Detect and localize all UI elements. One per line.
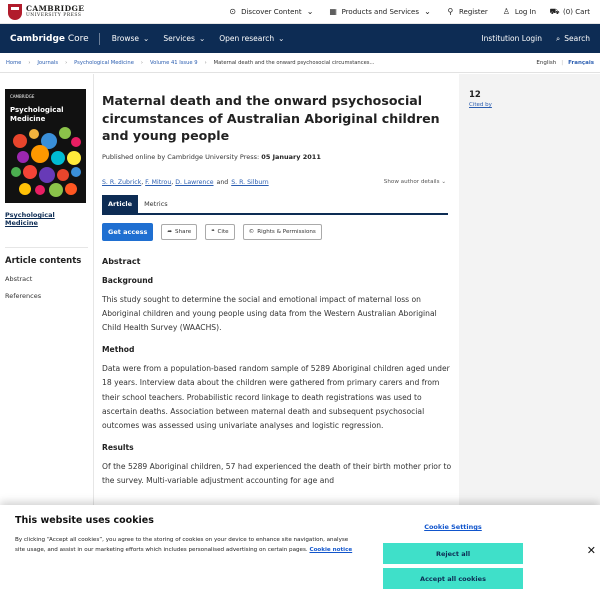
chevron-down-icon: ⌄ xyxy=(143,34,150,43)
chevron-down-icon: ⌄ xyxy=(441,179,446,185)
services-menu[interactable]: Services ⌄ xyxy=(163,34,206,43)
add-user-icon: ⚲ xyxy=(447,6,454,16)
cited-by-link[interactable]: Cited by xyxy=(469,102,492,108)
brand-line-1: CAMBRIDGE xyxy=(26,3,85,13)
lang-french[interactable]: Français xyxy=(568,59,594,66)
grid-icon: ▦ xyxy=(329,6,337,16)
article-main xyxy=(102,74,452,489)
products-services-menu[interactable]: ▦ Products and Services ⌄ xyxy=(329,6,431,16)
journal-cover[interactable] xyxy=(5,89,86,203)
chevron-down-icon: ⌄ xyxy=(424,6,431,16)
cited-by-count: 12 xyxy=(469,90,481,100)
chevron-down-icon: ⌄ xyxy=(306,6,314,16)
get-access-button[interactable]: Get access xyxy=(102,223,153,241)
cover-title: Psychological Medicine xyxy=(10,106,64,123)
show-author-details[interactable]: Show author details ⌄ xyxy=(383,179,446,185)
cover-logo: CAMBRIDGE xyxy=(10,94,35,99)
login-link[interactable]: ♙ Log In xyxy=(502,6,537,16)
utility-bar xyxy=(0,0,600,24)
cookie-text: By clicking “Accept all cookies”, you agree to the storing of cookies on your device to enhance site navigation, analyse site usage, and assist in our marketing efforts which includes personalised advertising on certain pages. Cookie notice xyxy=(15,537,353,553)
discover-content-menu[interactable]: ⊙ Discover Content ⌄ xyxy=(229,6,314,16)
authors: S. R. Zubrick , F. Mitrou , D. Lawrence and S. R. Silburn Show author details ⌄ xyxy=(102,178,446,186)
cart-link[interactable]: ⛟ (0) Cart xyxy=(549,6,590,16)
main-nav xyxy=(0,24,600,53)
cite-button[interactable]: ❝ Cite xyxy=(205,224,234,240)
user-icon: ♙ xyxy=(502,6,510,16)
background-heading: Background xyxy=(102,275,154,285)
browse-menu[interactable]: Browse ⌄ xyxy=(111,34,150,43)
abstract-heading: Abstract xyxy=(102,256,141,266)
rights-permissions-button[interactable]: © Rights & Permissions xyxy=(243,224,322,240)
cambridge-logo[interactable] xyxy=(8,4,84,20)
breadcrumb-current: Maternal death and the onward psychosocial circumstances... xyxy=(213,59,375,66)
author-link[interactable]: D. Lawrence xyxy=(175,178,214,186)
quote-icon: ❝ xyxy=(211,228,215,235)
language-switch: English | Français xyxy=(536,59,594,66)
results-heading: Results xyxy=(102,443,134,453)
cookie-notice-link[interactable]: Cookie notice xyxy=(309,547,353,553)
journal-link[interactable]: Psychological Medicine xyxy=(5,211,55,227)
register-link[interactable]: ⚲ Register xyxy=(447,6,488,16)
cambridge-core-logo[interactable]: Cambridge Core xyxy=(10,33,89,44)
cookie-settings-link[interactable]: Cookie Settings xyxy=(424,523,482,531)
author-link[interactable]: S. R. Zubrick xyxy=(102,178,142,186)
institution-login-link[interactable]: Institution Login xyxy=(481,34,543,43)
cookie-title: This website uses cookies xyxy=(15,515,154,526)
contents-item-references[interactable]: References xyxy=(5,292,42,300)
breadcrumb-volume[interactable]: Volume 41 Issue 9 xyxy=(150,59,198,66)
published-date: 05 January 2011 xyxy=(261,152,321,161)
breadcrumb-separator: › xyxy=(28,59,31,66)
compass-icon: ⊙ xyxy=(229,6,236,16)
article-actions xyxy=(102,223,452,241)
copyright-icon: © xyxy=(248,228,255,235)
reject-all-button[interactable]: Reject all xyxy=(383,543,523,564)
author-link[interactable]: F. Mitrou xyxy=(145,178,172,186)
nav-divider xyxy=(99,33,100,45)
accept-all-cookies-button[interactable]: Accept all cookies xyxy=(383,568,523,589)
breadcrumb-home[interactable]: Home xyxy=(6,59,22,66)
breadcrumb-separator: › xyxy=(204,59,207,66)
method-text: Data were from a population-based random sample of 5289 Aboriginal children aged under 18 years. Interview data about the children were gathered from primary carers and from their school teachers. Probabilistic record linkage to death registrations was used to ascertain deaths. Association between maternal death and subsequent psychosocial outcomes was assessed using univariate analyses and logistic regression. xyxy=(102,364,450,430)
cart-icon: ⛟ xyxy=(549,6,560,16)
breadcrumb-separator: › xyxy=(140,59,143,66)
metrics-sidebar xyxy=(459,74,600,524)
search-button[interactable]: ⌕ Search xyxy=(556,33,590,43)
article-title: Maternal death and the onward psychosocial circumstances of Australian Aboriginal children and young people xyxy=(102,93,440,143)
brand-line-2: UNIVERSITY PRESS xyxy=(26,12,82,18)
results-text: Of the 5289 Aboriginal children, 57 had experienced the death of their birth mother prior to the survey. Multi-variable adjustment accounting for age and xyxy=(102,462,452,486)
cookie-banner xyxy=(0,505,600,600)
tab-metrics[interactable]: Metrics xyxy=(144,199,168,208)
contents-item-abstract[interactable]: Abstract xyxy=(5,275,33,283)
article-tabs xyxy=(102,195,448,215)
chevron-down-icon: ⌄ xyxy=(278,34,285,43)
close-icon[interactable]: ✕ xyxy=(586,544,596,557)
open-research-menu[interactable]: Open research ⌄ xyxy=(219,34,285,43)
share-button[interactable]: ➦ Share xyxy=(161,224,197,240)
tab-article[interactable]: Article xyxy=(102,195,138,213)
abstract-section xyxy=(102,257,452,489)
published-info: Published online by Cambridge University Press: 05 January 2011 xyxy=(102,152,321,161)
breadcrumb xyxy=(0,53,600,73)
breadcrumb-journal[interactable]: Psychological Medicine xyxy=(74,59,134,66)
search-icon: ⌕ xyxy=(556,33,561,43)
author-link[interactable]: S. R. Silburn xyxy=(231,178,269,186)
breadcrumb-journals[interactable]: Journals xyxy=(37,59,59,66)
method-heading: Method xyxy=(102,345,135,355)
chevron-down-icon: ⌄ xyxy=(198,34,206,43)
lang-english[interactable]: English xyxy=(536,59,557,66)
crest-icon xyxy=(8,4,22,20)
breadcrumb-separator: › xyxy=(65,59,68,66)
article-contents-heading: Article contents xyxy=(5,247,88,266)
share-icon: ➦ xyxy=(167,228,173,235)
background-text: This study sought to determine the social and emotional impact of maternal loss on Aboriginal children and young people using data from the Western Australian Aboriginal Child Health Survey (WAACHS). xyxy=(102,294,437,332)
